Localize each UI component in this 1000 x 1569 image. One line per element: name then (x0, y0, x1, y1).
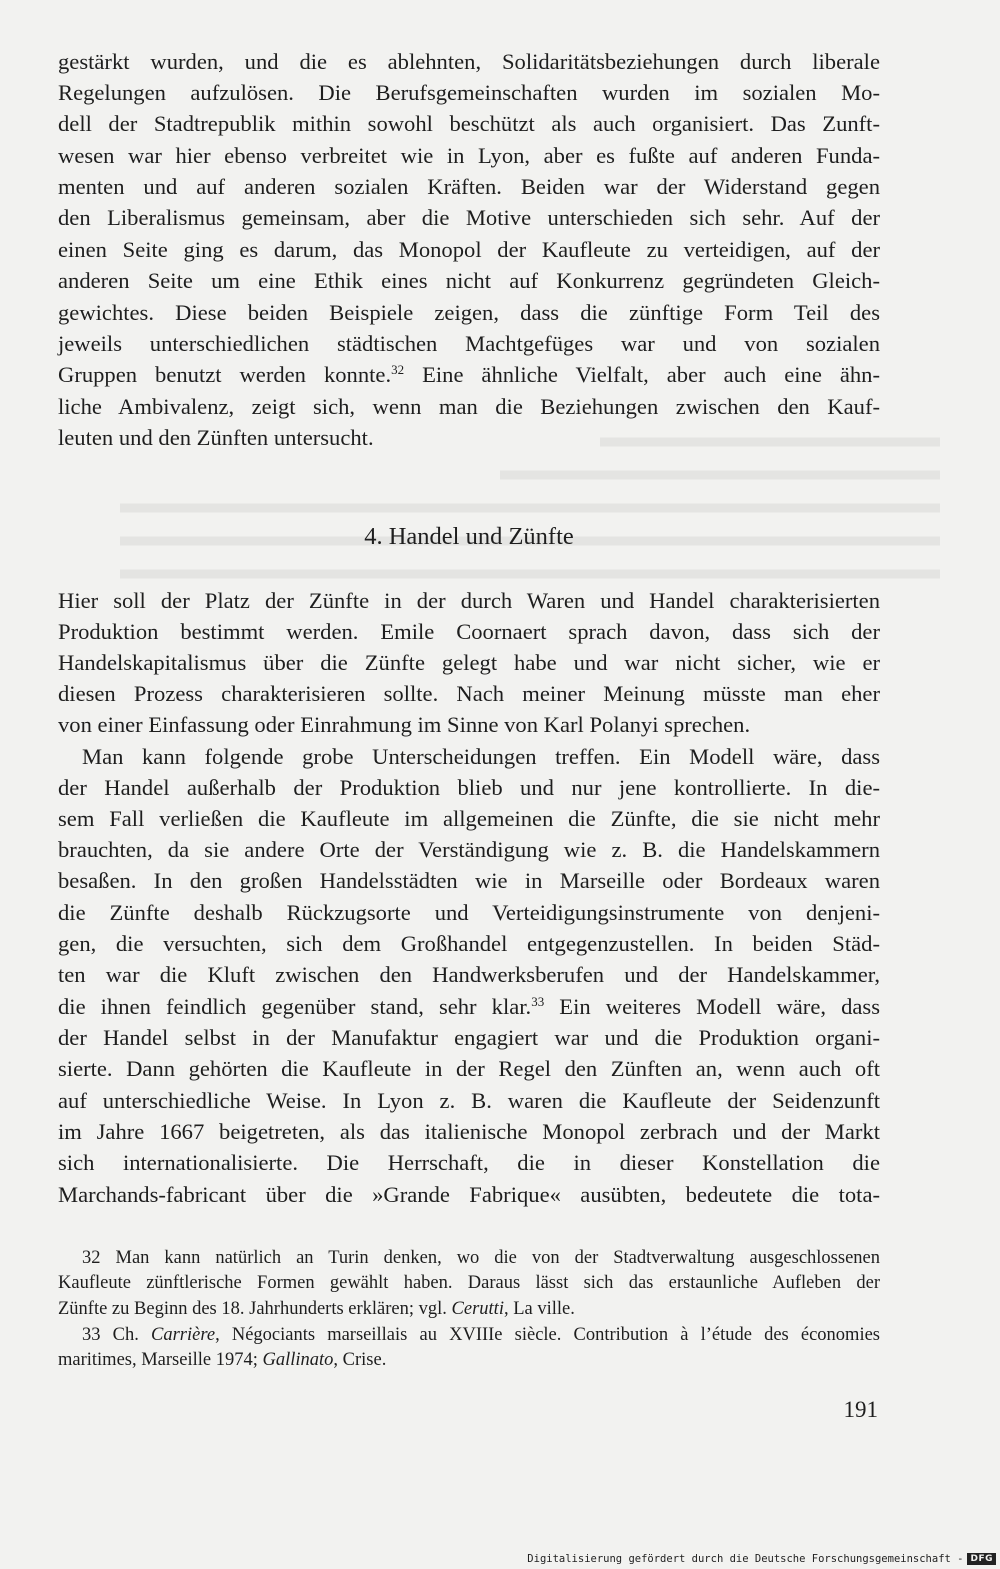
text-line: auf unterschiedliche Weise. In Lyon z. B. waren die Kaufleute der Seidenzunft (58, 1088, 880, 1113)
text-line: Marchands-fabricant über die »Grande Fabrique« ausübten, bedeutete die tota- (58, 1182, 880, 1207)
text-line: sich internationalisierte. Die Herrschaft, die in dieser Konstellation die (58, 1150, 880, 1175)
footnote-33 (58, 1322, 880, 1348)
footnote-33-line (58, 1347, 880, 1373)
author-name: Gallinato (262, 1350, 334, 1370)
text-line: die Zünfte deshalb Rückzugsorte und Verteidigungsinstrumente von denjeni- (58, 900, 880, 925)
bleed-through-texture (120, 430, 980, 600)
text-line: Man kann folgende grobe Unterscheidungen treffen. Ein Modell wäre, dass (82, 744, 880, 769)
text-line: von einer Einfassung oder Einrahmung im Sinne von Karl Polanyi sprechen. (58, 712, 751, 737)
footnote-32-line (58, 1296, 880, 1322)
text-line: dell der Stadtrepublik mithin sowohl beschützt als auch organisiert. Das Zunft- (58, 111, 880, 136)
text-line: besaßen. In den großen Handelsstädten wie in Marseille oder Bordeaux waren (58, 868, 880, 893)
text-line: liche Ambivalenz, zeigt sich, wenn man die Beziehungen zwischen den Kauf- (58, 394, 880, 419)
text-line: sem Fall verließen die Kaufleute im allgemeinen die Zünfte, die sie nicht mehr (58, 806, 880, 831)
text-span: Ein weiteres Modell wäre, dass (559, 994, 880, 1019)
page-number: 191 (843, 1397, 878, 1422)
book-page (58, 0, 880, 1569)
text-line: gen, die versuchten, sich dem Großhandel entgegenzustellen. In beiden Städ- (58, 931, 880, 956)
text-line: ten war die Kluft zwischen den Handwerksberufen und der Handelskammer, (58, 962, 880, 987)
text-span: , La ville. (503, 1299, 575, 1319)
text-line (58, 359, 880, 390)
credit-text: Digitalisierung gefördert durch die Deutsche Forschungsgemeinschaft - (527, 1553, 964, 1565)
text-line: gestärkt wurden, und die es ablehnten, Solidaritätsbeziehungen durch liberale (58, 49, 880, 74)
text-line: Produktion bestimmt werden. Emile Coornaert sprach davon, dass sich der (58, 619, 880, 644)
footnote-32: 32 Man kann natürlich an Turin denken, wo die von der Stadtverwaltung ausgeschlossenen (82, 1248, 880, 1268)
text-span: , Crise. (333, 1350, 387, 1370)
text-line (58, 991, 880, 1022)
author-name: Cerutti (451, 1299, 504, 1319)
text-line: leuten und den Zünften untersucht. (58, 425, 374, 450)
text-line: diesen Prozess charakterisieren sollte. Nach meiner Meinung müsste man eher (58, 681, 880, 706)
text-line: im Jahre 1667 beigetreten, als das italienische Monopol zerbrach und der Markt (58, 1119, 880, 1144)
text-line: den Liberalismus gemeinsam, aber die Motive unterschieden sich sehr. Auf der (58, 205, 880, 230)
digitization-credit (527, 1552, 996, 1566)
text-line: brauchten, da sie andere Orte der Verständigung wie z. B. die Handelskammern (58, 837, 880, 862)
text-span: maritimes, Marseille 1974; (58, 1350, 258, 1370)
text-line: gewichtes. Diese beiden Beispiele zeigen, dass die zünftige Form Teil des (58, 300, 880, 325)
text-line: Regelungen aufzulösen. Die Berufsgemeinschaften wurden im sozialen Mo- (58, 80, 880, 105)
text-span: Zünfte zu Beginn des 18. Jahrhunderts erklären; vgl. (58, 1299, 447, 1319)
footnote-ref-33[interactable]: 33 (531, 994, 545, 1009)
text-line: der Handel selbst in der Manufaktur engagiert war und die Produktion organi- (58, 1025, 880, 1050)
text-span: Eine ähnliche Vielfalt, aber auch eine ähn- (422, 362, 880, 387)
text-span: die ihnen feindlich gegenüber stand, sehr klar. (58, 994, 532, 1019)
footnote-32-line: Kaufleute zünftlerische Formen gewählt haben. Daraus lässt sich das erstaunliche Aufleben der (58, 1273, 880, 1293)
text-span: , Négociants marseillais au XVIIIe siècle. Contribution à l’étude des économies (215, 1325, 880, 1345)
text-line: anderen Seite um eine Ethik eines nicht auf Konkurrenz gegründeten Gleich- (58, 268, 880, 293)
text-line: einen Seite ging es darum, das Monopol der Kaufleute zu verteidigen, auf der (58, 237, 880, 262)
dfg-logo-icon: DFG (967, 1553, 996, 1565)
text-line: der Handel außerhalb der Produktion blieb und nur jene kontrollierte. In die- (58, 775, 880, 800)
text-line: sierte. Dann gehörten die Kaufleute in der Regel den Zünften an, wenn auch oft (58, 1056, 880, 1081)
section-heading: 4. Handel und Zünfte (364, 523, 574, 550)
author-name: Carrière (151, 1325, 216, 1345)
text-line: jeweils unterschiedlichen städtischen Machtgefüges war und von sozialen (58, 331, 880, 356)
text-line: Handelskapitalismus über die Zünfte gelegt habe und war nicht sicher, wie er (58, 650, 880, 675)
text-span: 33 Ch. (82, 1325, 139, 1345)
text-span: Gruppen benutzt werden konnte. (58, 362, 392, 387)
text-line: wesen war hier ebenso verbreitet wie in Lyon, aber es fußte auf anderen Funda- (58, 143, 880, 168)
text-line: Hier soll der Platz der Zünfte in der durch Waren und Handel charakterisierten (58, 588, 880, 613)
text-line: menten und auf anderen sozialen Kräften. Beiden war der Widerstand gegen (58, 174, 880, 199)
footnote-ref-32[interactable]: 32 (391, 362, 405, 377)
